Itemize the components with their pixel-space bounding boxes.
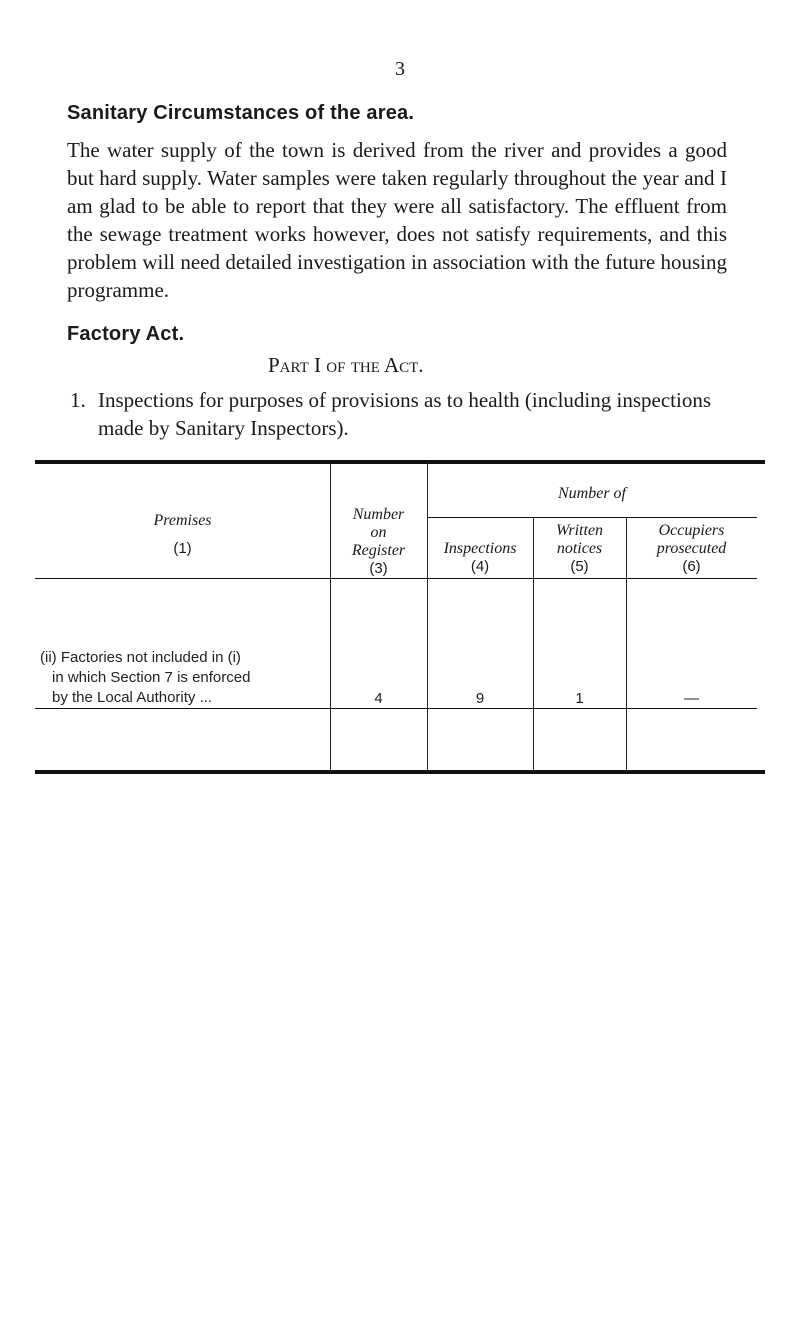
table-bottom-rule xyxy=(35,770,765,774)
header-register: Number on Register (3) xyxy=(351,506,406,577)
row2-notices-cell: 1 xyxy=(575,690,584,707)
header-premises: Premises (1) xyxy=(153,512,212,557)
header-number-of: Number of xyxy=(558,485,626,502)
item-one-number: 1. xyxy=(70,388,86,412)
number-of-rule xyxy=(427,517,757,518)
page-number: 3 xyxy=(395,58,405,80)
part-one-title: Part I of the Act. xyxy=(268,353,424,377)
row2-register-cell: 4 xyxy=(374,690,383,707)
total-top-rule xyxy=(35,708,757,709)
header-bottom-rule xyxy=(35,578,757,579)
header-written-notices: Written notices (5) xyxy=(555,522,604,575)
row2-premises: (ii) Factories not included in (i) in which Section 7 is enforced by the Local Authority ... xyxy=(40,649,251,706)
item-one-text: Inspections for purposes of provisions as to health (including inspections made by Sanitary Inspectors). xyxy=(98,388,711,440)
header-occupiers-prosecuted: Occupiers prosecuted (6) xyxy=(656,522,727,575)
sanitary-paragraph: The water supply of the town is derived from the river and provides a good but hard supply. Water samples were taken regularly throughout the year and I am glad to be able to report that they were all satisfactory. The effluent from the sewage treatment works however, does not satisfy requirements, and this problem will need detailed investigation in association with the future housing programme. xyxy=(67,138,727,302)
row2-inspections-cell: 9 xyxy=(475,690,485,707)
sanitary-heading: Sanitary Circumstances of the area. xyxy=(67,102,415,124)
header-inspections: Inspections (4) xyxy=(443,540,517,575)
column-divider xyxy=(427,462,428,770)
row2-prosecuted-cell: — xyxy=(684,690,699,707)
item-one xyxy=(70,386,730,442)
table-top-rule xyxy=(35,460,765,464)
factory-act-heading: Factory Act. xyxy=(67,323,185,345)
